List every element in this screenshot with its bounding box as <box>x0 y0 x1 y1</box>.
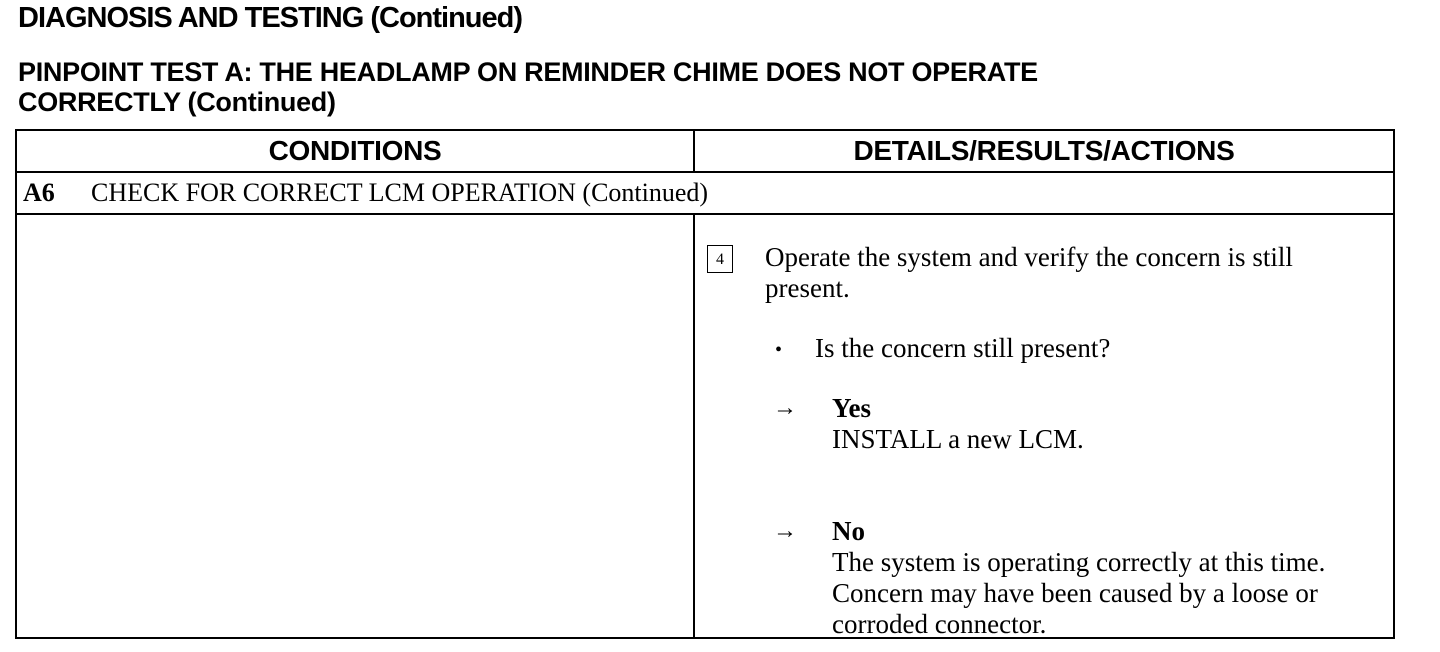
pinpoint-test-title <box>18 57 1038 117</box>
bullet-icon: • <box>775 339 783 361</box>
step-row <box>17 173 1393 215</box>
answer-yes <box>832 393 1392 455</box>
sub-step-number-box: 4 <box>707 245 733 273</box>
answer-yes-action: INSTALL a new LCM. <box>832 424 1084 454</box>
conditions-cell <box>17 215 695 637</box>
step-title: CHECK FOR CORRECT LCM OPERATION (Continued) <box>91 178 709 207</box>
arrow-right-icon: → <box>773 395 797 421</box>
page-title: DIAGNOSIS AND TESTING (Continued) <box>18 2 523 34</box>
sub-step-instruction: Operate the system and verify the concern is still present. <box>765 242 1293 303</box>
pinpoint-test-title-line-1: PINPOINT TEST A: THE HEADLAMP ON REMINDER CHIME DOES NOT OPERATE <box>18 57 1038 87</box>
pinpoint-test-table <box>15 129 1395 639</box>
answer-no-action: The system is operating correctly at this time. Concern may have been caused by a loose or corroded connector. <box>832 547 1326 639</box>
details-column-header: DETAILS/RESULTS/ACTIONS <box>695 131 1393 173</box>
arrow-right-icon: → <box>773 518 797 544</box>
pinpoint-test-title-line-2: CORRECTLY (Continued) <box>18 87 336 117</box>
question-text: Is the concern still present? <box>815 333 1111 363</box>
step-id: A6 <box>23 178 55 207</box>
details-cell <box>695 215 1393 637</box>
answer-no <box>832 516 1392 640</box>
conditions-column-header: CONDITIONS <box>17 131 695 173</box>
answer-yes-label: Yes <box>832 393 871 423</box>
answer-no-label: No <box>832 516 865 546</box>
